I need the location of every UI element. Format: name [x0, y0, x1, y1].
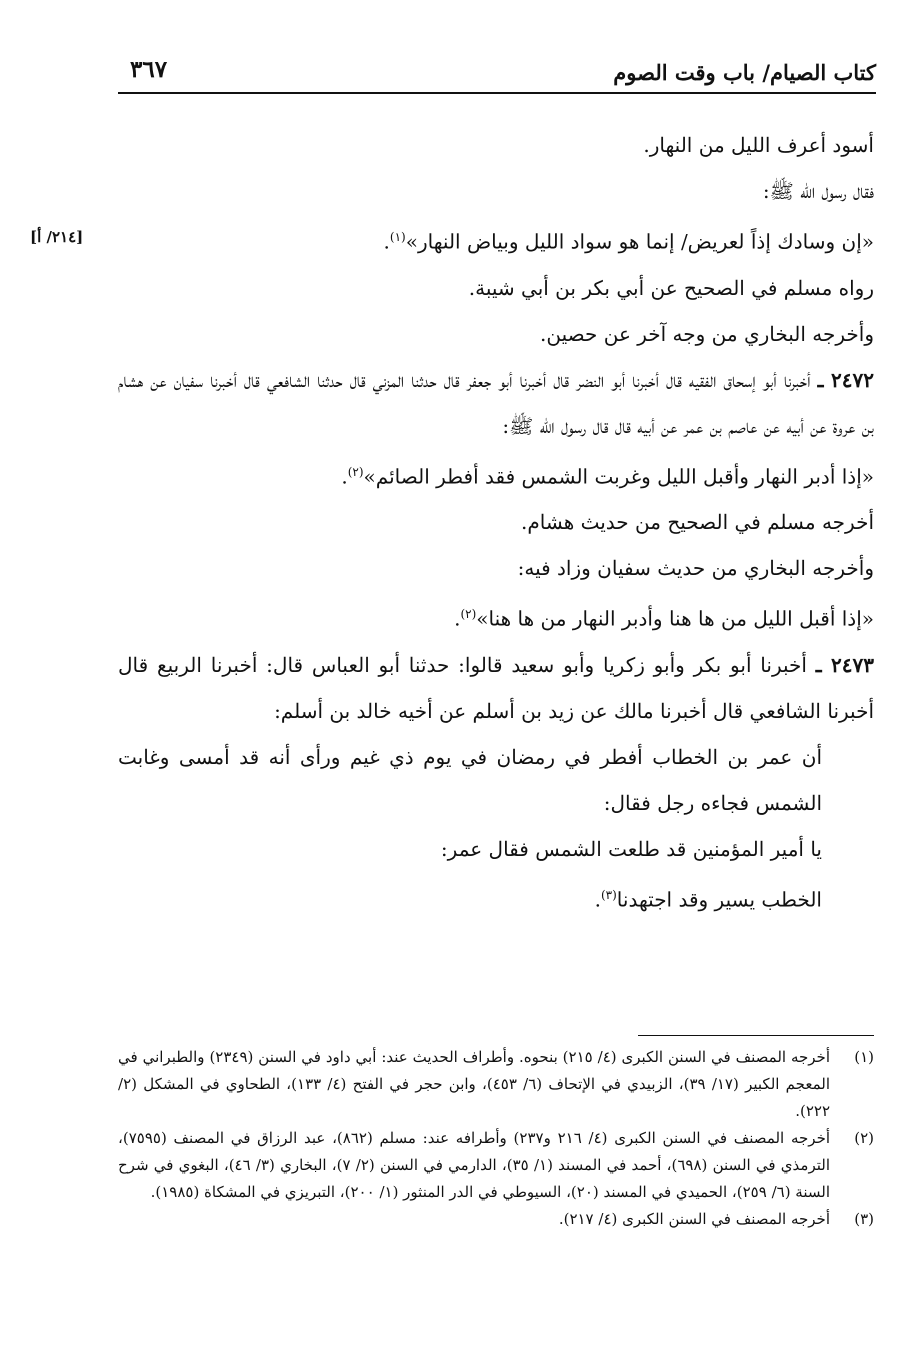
text-line: أخرجه مسلم في الصحيح من حديث هشام.: [521, 510, 874, 535]
text-line: رواه مسلم في الصحيح عن أبي بكر بن أبي شيبة.: [468, 275, 874, 300]
footnote-ref: (٢): [347, 464, 364, 479]
text-line: يا أمير المؤمنين قد طلعت الشمس فقال عمر:: [440, 836, 822, 861]
hadith-quote: [118, 591, 874, 642]
footnote-text: أخرجه المصنف في السنن الكبرى (٤/ ٢١٧).: [558, 1210, 830, 1228]
hadith-number: ٢٤٧٣ ـ: [815, 652, 875, 677]
footnote-text: أخرجه المصنف في السنن الكبرى (٤/ ٢١٥) بنحوه. وأطراف الحديث عند: أبي داود في السنن (٢٣٤٩) والطبراني في المعجم الكبير (١٧/ ٣٩)، الزبيدي في الإتحاف (٦/ ٤٥٣)، وابن حجر في الفتح (٤/ ١٣٣)، الطحاوي في المشكل (٢/ ٢٢٢).: [118, 1048, 831, 1120]
footnote-mark: (١): [854, 1048, 874, 1066]
punctuation: .: [341, 464, 348, 489]
text-line: وأخرجه البخاري من وجه آخر عن حصين.: [540, 321, 874, 346]
footnote: [118, 1044, 874, 1125]
footnote-mark: (٣): [854, 1210, 874, 1228]
hadith-2473: [118, 642, 874, 734]
footnote-rule: [638, 1035, 874, 1036]
page-number: ٣٦٧: [130, 56, 168, 83]
footnote-mark: (٢): [854, 1129, 874, 1147]
punctuation: .: [594, 887, 601, 912]
text-line: وأخرجه البخاري من حديث سفيان وزاد فيه:: [517, 556, 874, 581]
footnote: [118, 1206, 874, 1233]
text-line: فقال رسول الله ﷺ:: [762, 179, 874, 203]
main-text: [30, 120, 875, 923]
text-line: [118, 872, 874, 923]
quote-text: «إذا أقبل الليل من ها هنا وأدبر النهار من ها هنا»: [476, 606, 874, 631]
hadith-quote: [118, 449, 874, 500]
footnote-ref: (١): [389, 230, 406, 244]
footnotes: [118, 1044, 874, 1233]
footnote: [118, 1125, 874, 1206]
punctuation: .: [454, 606, 461, 631]
footnote-text: أخرجه المصنف في السنن الكبرى (٤/ ٢١٦ و٢٣٧) وأطرافه عند: مسلم (٨٦٢)، عبد الرزاق في المصنف (٧٥٩٥)، الترمذي في السنن (٦٩٨)، أحمد في المسند (١/ ٣٥)، الدارمي في السنن (٢/ ٧)، البخاري (٣/ ٤٦)، البغوي في شرح السنة (٦/ ٢٥٩)، الحميدي في المسند (٢٠)، السيوطي في الدر المنثور (١/ ٢٠٠)، التبريزي في المشكاة (١٩٨٥).: [118, 1129, 831, 1201]
isnad-text: أخبرنا أبو إسحاق الفقيه قال أخبرنا أبو النضر قال أخبرنا أبو جعفر قال حدثنا المزني قال حدثنا الشافعي قال أخبرنا سفيان عن هشام بن عروة عن أبيه عن عاصم بن عمر عن أبيه قال قال رسول الله ﷺ:: [118, 367, 874, 438]
quote-text: «إن وسادك إذاً لعريض/ إنما هو سواد الليل وبياض النهار»: [405, 229, 874, 254]
quote-text: «إذا أدبر النهار وأقبل الليل وغربت الشمس فقد أفطر الصائم»: [363, 464, 874, 489]
isnad-text: أخبرنا أبو بكر وأبو زكريا وأبو سعيد قالوا: حدثنا أبو العباس قال: أخبرنا الربيع قال أخبرنا الشافعي قال أخبرنا مالك عن زيد بن أسلم عن أخيه خالد بن أسلم:: [118, 652, 874, 723]
page-header: [118, 50, 876, 92]
hadith-quote: [30, 214, 874, 265]
hadith-number: ٢٤٧٢ ـ: [817, 367, 875, 392]
running-head: كتاب الصيام/ باب وقت الصوم: [613, 60, 876, 85]
hadith-2472: [118, 357, 874, 449]
header-rule: [118, 92, 876, 94]
margin-manuscript-ref: [٢١٤/ أ]: [30, 228, 84, 246]
text-paragraph: أن عمر بن الخطاب أفطر في رمضان في يوم ذي غيم ورأى أنه قد أمسى وغابت الشمس فجاءه رجل فقال:: [118, 744, 822, 815]
footnote-ref: (٢): [460, 607, 477, 622]
punctuation: .: [383, 229, 390, 254]
text-line: أسود أعرف الليل من النهار.: [643, 133, 874, 157]
quote-text: الخطب يسير وقد اجتهدنا: [616, 887, 822, 912]
footnote-ref: (٣): [600, 887, 617, 902]
